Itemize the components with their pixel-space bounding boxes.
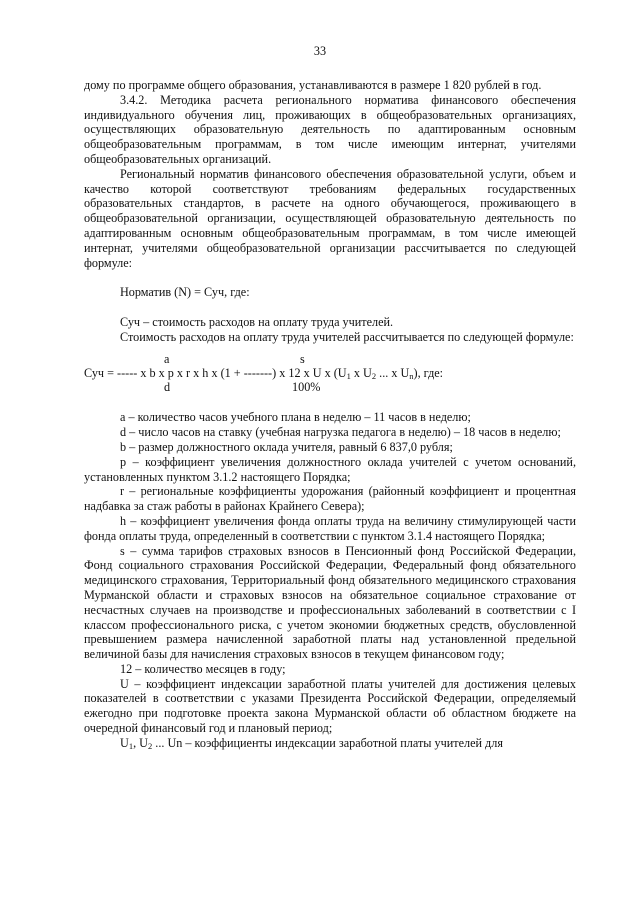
definition-h: h – коэффициент увеличения фонда оплаты труда на величину стимулирующей части фонда оплаты труда, определенный в соответствии с пунктом 3.1.4 настоящего Порядка; [84, 513, 576, 543]
definition-r: r – региональные коэффициенты удорожания (районный коэффициент и процентная надбавка за стаж работы в районах Крайнего Севера); [84, 484, 576, 514]
document-body [84, 78, 576, 751]
definition-p: p – коэффициент увеличения должностного оклада учителей с учетом оснований, установленных пунктом 3.1.2 настоящего Порядка; [84, 454, 576, 484]
formula-main-line: Суч = ----- x b x p x r x h x (1 + -------) x 12 x U x ($U_1$ x $U_2$ ... x $U_n$), где: [84, 366, 444, 382]
formula-denominator-d: d [164, 380, 171, 395]
paragraph-continuation: дому по программе общего образования, устанавливаются в размере 1 820 рублей в год. [84, 78, 542, 92]
definition-d: d – число часов на ставку (учебная нагрузка педагога в неделю) – 18 часов в неделю; [120, 425, 561, 440]
formula-numerator-a: a [164, 352, 170, 367]
section-heading-3-4-2: 3.4.2. Методика расчета регионального норматива финансового обеспечения индивидуального обучения лиц, проживающих в общеобразовательных организациях, осуществляющих образовательную деятельность по адаптированным основным общеобразовательным программам, в том числе имеющим интернат, учителями общеобразовательных организаций. [84, 92, 576, 166]
paragraph-such-formula-intro: Стоимость расходов на оплату труда учителей рассчитывается по следующей формуле: [120, 329, 574, 344]
formula-numerator-s: s [300, 352, 305, 367]
definition-u: U – коэффициент индексации заработной платы учителей для достижения целевых показателей в соответствии с указами Президента Российской Федерации, определяемый ежегодно при подготовке проекта закона Мурманской области об областном бюджете на очередной финансовый год и плановый период; [84, 676, 576, 736]
paragraph-such-definition: Суч – стоимость расходов на оплату труда учителей. [120, 314, 394, 329]
formula-denominator-100: 100% [292, 380, 321, 395]
definition-a: a – количество часов учебного плана в неделю – 11 часов в неделю; [120, 410, 471, 425]
paragraph-norm-definition: Региональный норматив финансового обеспечения образовательной услуги, объем и качество которой соответствуют требованиям федеральных государственных образовательных стандартов, в расчете на одного обучающегося, проживающего в общеобразовательной организации, осуществляющей образовательную деятельность по адаптированным основным общеобразовательным программам, в том числе имеющей интернат, учителями общеобразовательной организации рассчитывается по следующей формуле: [84, 166, 576, 270]
definition-s: s – сумма тарифов страховых взносов в Пенсионный фонд Российской Федерации, Фонд социального страхования Российской Федерации, Федеральный фонд обязательного медицинского страхования, Территориальный фонд обязательного медицинского страхования Мурманской области и страховых взносов на обязательное социальное страхование от несчастных случаев на производстве и профессиональных заболеваний в соответствии с I классом профессионального риска, с учетом экономии бюджетных средств, обусловленной превышением размера начисленной заработной платы над установленной предельной величиной базы для начисления страховых взносов в текущем финансовом году; [84, 543, 576, 662]
formula-such [84, 352, 576, 396]
definition-b: b – размер должностного оклада учителя, равный 6 837,0 рубля; [120, 439, 453, 454]
definition-u1-un: $U_1$, $U_2$ ... Un – коэффициенты индексации заработной платы учителей для [120, 735, 503, 751]
formula-norm: Норматив (N) = Суч, где: [120, 285, 250, 300]
definition-12: 12 – количество месяцев в году; [120, 661, 286, 676]
page-number: 33 [313, 44, 327, 58]
